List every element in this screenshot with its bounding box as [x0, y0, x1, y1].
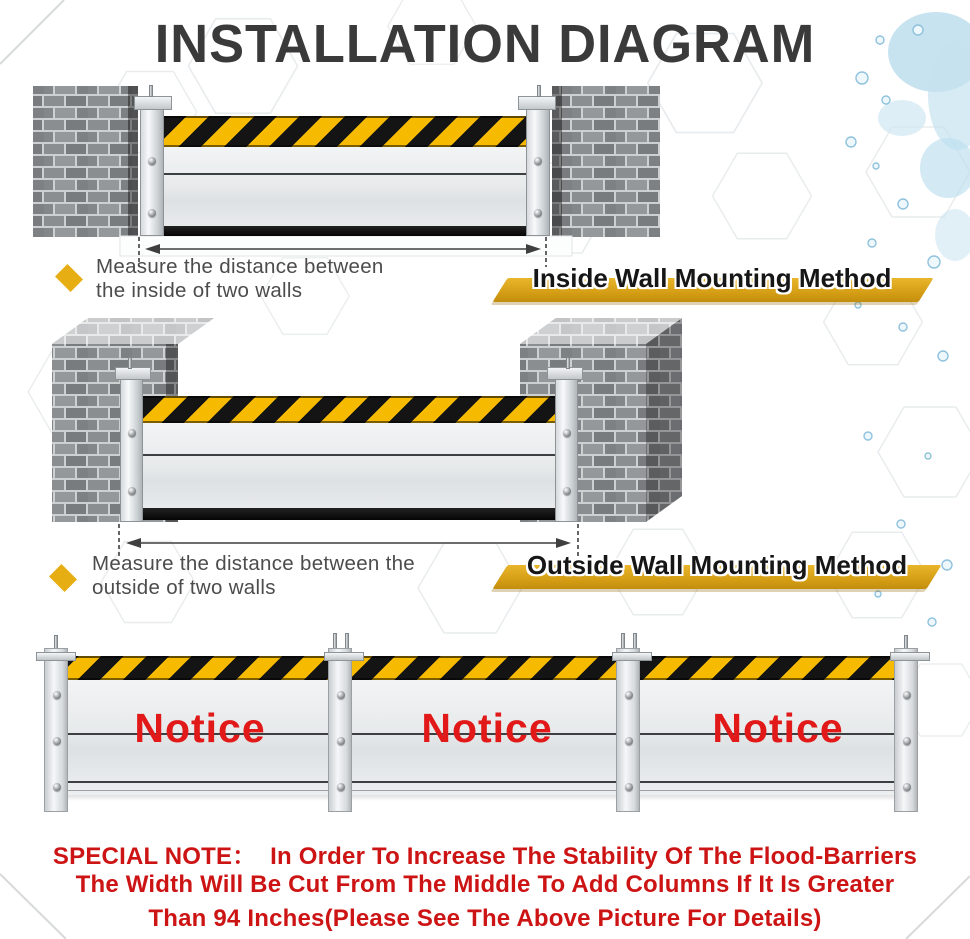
column-cap — [612, 652, 652, 661]
measure-note-inside — [96, 255, 384, 302]
support-column — [616, 648, 640, 812]
bolt — [53, 691, 61, 699]
bolt — [337, 691, 345, 699]
hazard-stripe — [143, 396, 555, 423]
bolt — [625, 783, 633, 791]
measure-note-line: the inside of two walls — [96, 278, 303, 302]
column-cap — [36, 652, 76, 661]
bolt — [128, 487, 136, 495]
column-cap — [890, 652, 930, 661]
flood-barrier-inside-mount — [138, 92, 552, 236]
bolt — [53, 737, 61, 745]
wall-clamp-right — [518, 96, 556, 110]
bolt — [534, 209, 542, 217]
panel-divider — [56, 790, 906, 791]
wall-clamp-left — [134, 96, 172, 110]
clamp-pin — [537, 85, 541, 97]
panel-divider — [56, 781, 906, 783]
hazard-stripe — [56, 656, 906, 680]
special-note-line-2: The Width Will Be Cut From The Middle To Add Columns If It Is Greater — [75, 871, 895, 898]
bolt — [903, 737, 911, 745]
bolt — [337, 737, 345, 745]
clamp-pin — [149, 85, 153, 97]
panel-divider — [143, 454, 555, 456]
bolt — [903, 783, 911, 791]
inside-method-label: Inside Wall Mounting Method — [532, 263, 892, 293]
bolt — [128, 429, 136, 437]
notice-label: Notice — [712, 705, 844, 751]
side-channel-left — [120, 376, 143, 522]
side-channel-right — [555, 376, 578, 522]
hazard-stripe — [164, 116, 526, 147]
measure-note-outside — [92, 552, 415, 599]
measure-note-line: Measure the distance between — [96, 255, 384, 278]
wall-clamp-left — [115, 367, 151, 380]
bolt — [563, 429, 571, 437]
support-column — [44, 648, 68, 812]
measure-note-line: outside of two walls — [92, 575, 276, 599]
sill — [120, 236, 572, 256]
barrier-base-seal — [164, 226, 526, 236]
clamp-pin — [128, 357, 132, 369]
outside-method-label: Outside Wall Mounting Method — [526, 550, 908, 580]
bolt — [53, 783, 61, 791]
bolt — [625, 737, 633, 745]
barrier-base-seal — [143, 508, 555, 520]
brick-wall-left — [33, 86, 138, 237]
bolt — [337, 783, 345, 791]
barrier-panels — [143, 423, 555, 520]
support-column — [894, 648, 918, 812]
measure-note-line: Measure the distance between the — [92, 552, 415, 575]
bolt — [534, 157, 542, 165]
bolt — [563, 487, 571, 495]
water-splash — [846, 12, 970, 626]
column-cap — [324, 652, 364, 661]
side-channel-left — [140, 102, 164, 236]
bolt — [148, 209, 156, 217]
bolt — [148, 157, 156, 165]
panel-divider — [164, 173, 526, 175]
side-channel-right — [526, 102, 550, 236]
bolt — [903, 691, 911, 699]
special-note-line-1: SPECIAL NOTE： In Order To Increase The Stability Of The Flood-Barriers — [52, 843, 918, 870]
special-note-line-3: Than 94 Inches(Please See The Above Picture For Details) — [148, 905, 822, 932]
support-column — [328, 648, 352, 812]
bolt — [625, 691, 633, 699]
brick-wall-right — [552, 86, 660, 237]
clamp-pin — [566, 357, 570, 369]
page-title: INSTALLATION DIAGRAM — [154, 14, 816, 74]
notice-label: Notice — [421, 705, 553, 751]
flood-barrier-outside-mount — [118, 366, 580, 522]
flood-barrier-long-run — [40, 645, 920, 817]
notice-label: Notice — [134, 705, 266, 751]
barrier-panels — [164, 147, 526, 236]
wall-clamp-right — [547, 367, 583, 380]
